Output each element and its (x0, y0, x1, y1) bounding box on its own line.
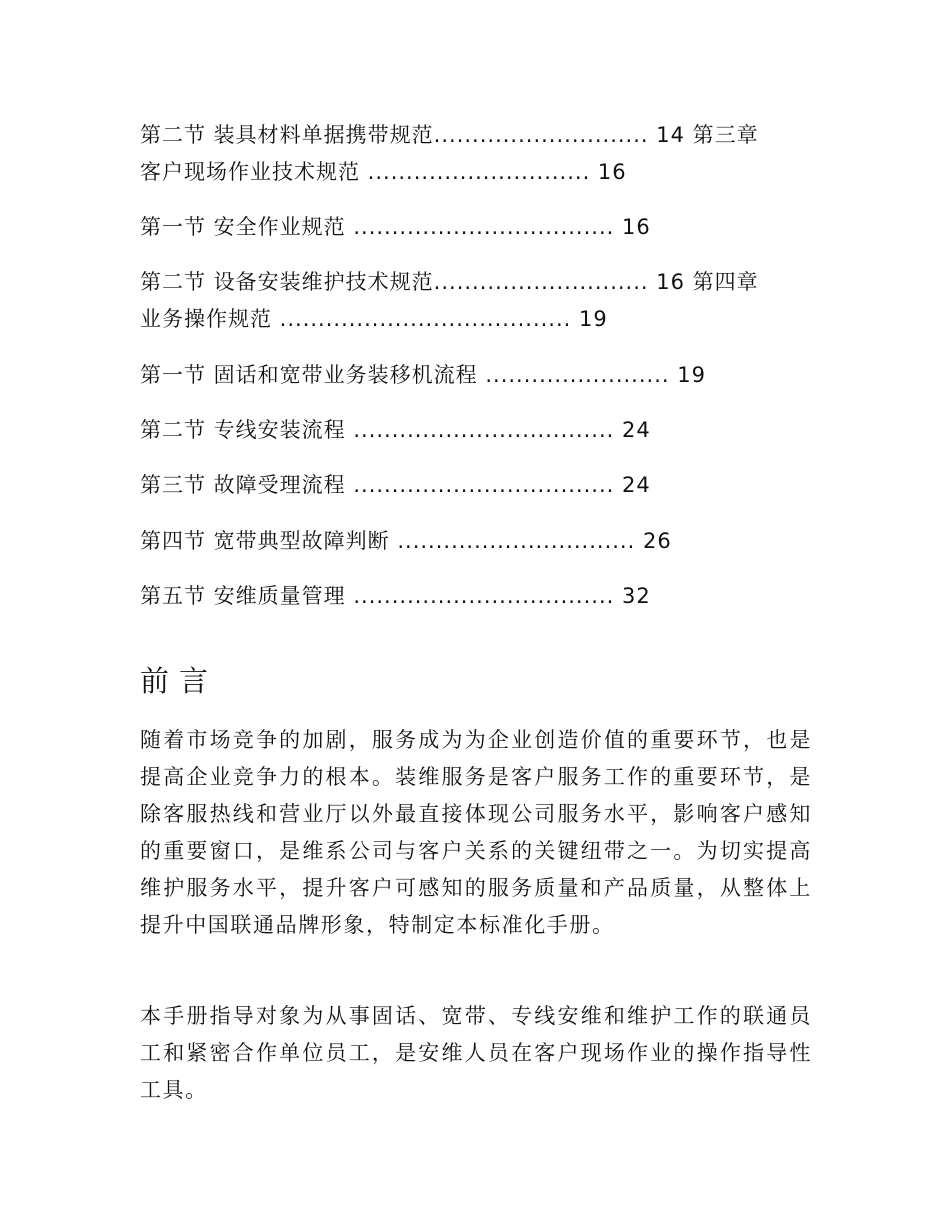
toc-entry: 第二节 专线安装流程 .................................. 24 (140, 418, 651, 442)
preface-heading: 前言 (140, 664, 219, 698)
toc-entry: 客户现场作业技术规范 ............................. 16 (140, 160, 627, 184)
toc-entry: 第五节 安维质量管理 .................................. 32 (140, 584, 651, 608)
toc-entry: 业务操作规范 ...................................... 19 (140, 307, 608, 331)
toc-entry: 第二节 装具材料单据携带规范............................ 14 第三章 (140, 123, 759, 147)
preface-paragraph: 随着市场竞争的加剧，服务成为为企业创造价值的重要环节，也是提高企业竞争力的根本。装维服务是客户服务工作的重要环节，是除客服热线和营业厅以外最直接体现公司服务水平，影响客户感知的重要窗口，是维系公司与客户关系的关键纽带之一。为切实提高维护服务水平，提升客户可感知的服务质量和产品质量，从整体上提升中国联通品牌形象，特制定本标准化手册。 (140, 728, 812, 937)
toc-entry: 第三节 故障受理流程 .................................. 24 (140, 473, 651, 497)
toc-entry: 第二节 设备安装维护技术规范............................ 16 第四章 (140, 270, 759, 294)
toc-entry: 第一节 安全作业规范 .................................. 16 (140, 215, 651, 239)
preface-paragraph: 本手册指导对象为从事固话、宽带、专线安维和维护工作的联通员工和紧密合作单位员工，是安维人员在客户现场作业的操作指导性工具。 (140, 1004, 812, 1102)
toc-entry: 第一节 固话和宽带业务装移机流程 ........................ 19 (140, 363, 706, 387)
toc-entry: 第四节 宽带典型故障判断 ............................... 26 (140, 529, 672, 553)
